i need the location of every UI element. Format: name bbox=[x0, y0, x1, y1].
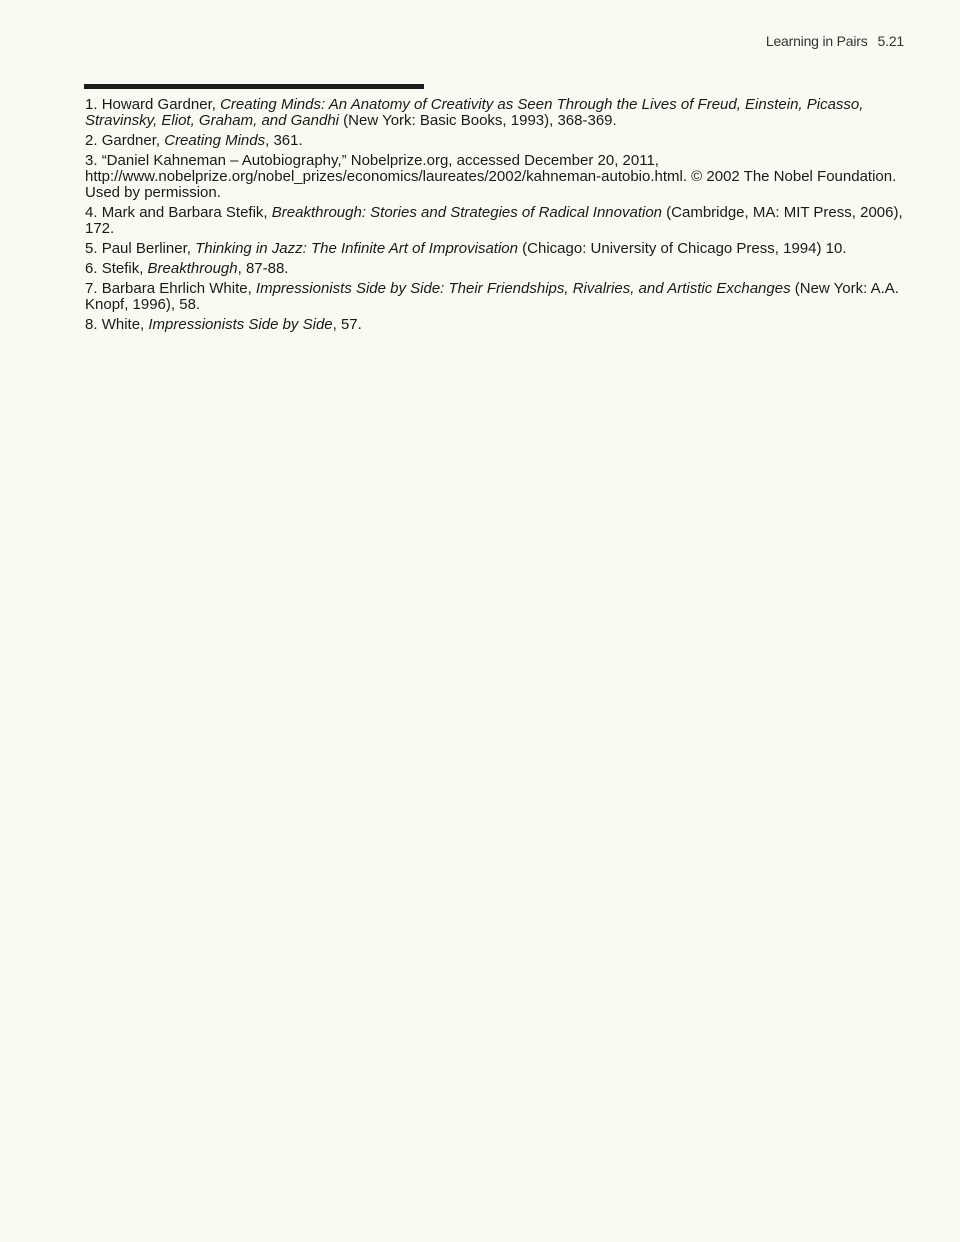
note-text: (New York: Basic Books, 1993), 368-369. bbox=[339, 112, 617, 129]
note-text: (New York: A.A. Knopf, 1996), 58. bbox=[85, 280, 899, 313]
note-number: 8. bbox=[85, 316, 98, 333]
note-text: Mark and Barbara Stefik, bbox=[101, 204, 272, 221]
note-number: 5. bbox=[85, 240, 98, 257]
note-text: (Cambridge, MA: MIT Press, 2006), 172. bbox=[85, 204, 903, 237]
endnote-2 bbox=[85, 133, 907, 149]
endnote-4 bbox=[85, 205, 907, 237]
note-text: Stefik, bbox=[101, 260, 148, 277]
note-text: Paul Berliner, bbox=[101, 240, 196, 257]
note-title: Creating Minds bbox=[164, 132, 266, 149]
endnote-6 bbox=[85, 261, 907, 277]
running-header bbox=[766, 33, 904, 49]
endnote-1 bbox=[85, 97, 907, 129]
note-title: Breakthrough: Stories and Strategies of Radical Innovation bbox=[271, 204, 662, 221]
endnotes-list bbox=[85, 97, 907, 337]
section-title: Learning in Pairs bbox=[765, 33, 868, 49]
note-text: White, bbox=[101, 316, 149, 333]
note-text: Gardner, bbox=[101, 132, 165, 149]
note-text: Howard Gardner, bbox=[101, 96, 221, 113]
note-number: 1. bbox=[85, 96, 98, 113]
note-text: Barbara Ehrlich White, bbox=[101, 280, 256, 297]
endnote-7 bbox=[85, 281, 907, 313]
note-text: , 87-88. bbox=[237, 260, 289, 277]
note-number: 7. bbox=[85, 280, 98, 297]
note-text: , 361. bbox=[265, 132, 303, 149]
note-title: Creating Minds: An Anatomy of Creativity as Seen Through the Lives of Freud, Einstein, Picasso, Stravinsky, Eliot, Graham, and Gandhi bbox=[85, 96, 864, 129]
note-title: Impressionists Side by Side bbox=[148, 316, 333, 333]
endnote-3 bbox=[85, 153, 907, 201]
note-number: 3. bbox=[85, 152, 98, 169]
note-text: “Daniel Kahneman – Autobiography,” Nobelprize.org, accessed December 20, 2011, http://www.nobelprize.org/nobel_prizes/economics/laureates/2002/kahneman-autobio.html. © 2002 The Nobel Foundation. Used by permission. bbox=[85, 152, 897, 201]
endnote-5 bbox=[85, 241, 907, 257]
footnote-divider bbox=[84, 84, 424, 89]
note-text: , 57. bbox=[332, 316, 362, 333]
note-number: 2. bbox=[85, 132, 98, 149]
note-text: (Chicago: University of Chicago Press, 1994) 10. bbox=[518, 240, 847, 257]
page-number: 5.21 bbox=[877, 33, 904, 49]
note-number: 6. bbox=[85, 260, 98, 277]
note-title: Breakthrough bbox=[147, 260, 238, 277]
note-title: Thinking in Jazz: The Infinite Art of Improvisation bbox=[195, 240, 518, 257]
endnote-8 bbox=[85, 317, 907, 333]
note-number: 4. bbox=[85, 204, 98, 221]
note-title: Impressionists Side by Side: Their Friendships, Rivalries, and Artistic Exchanges bbox=[255, 280, 791, 297]
